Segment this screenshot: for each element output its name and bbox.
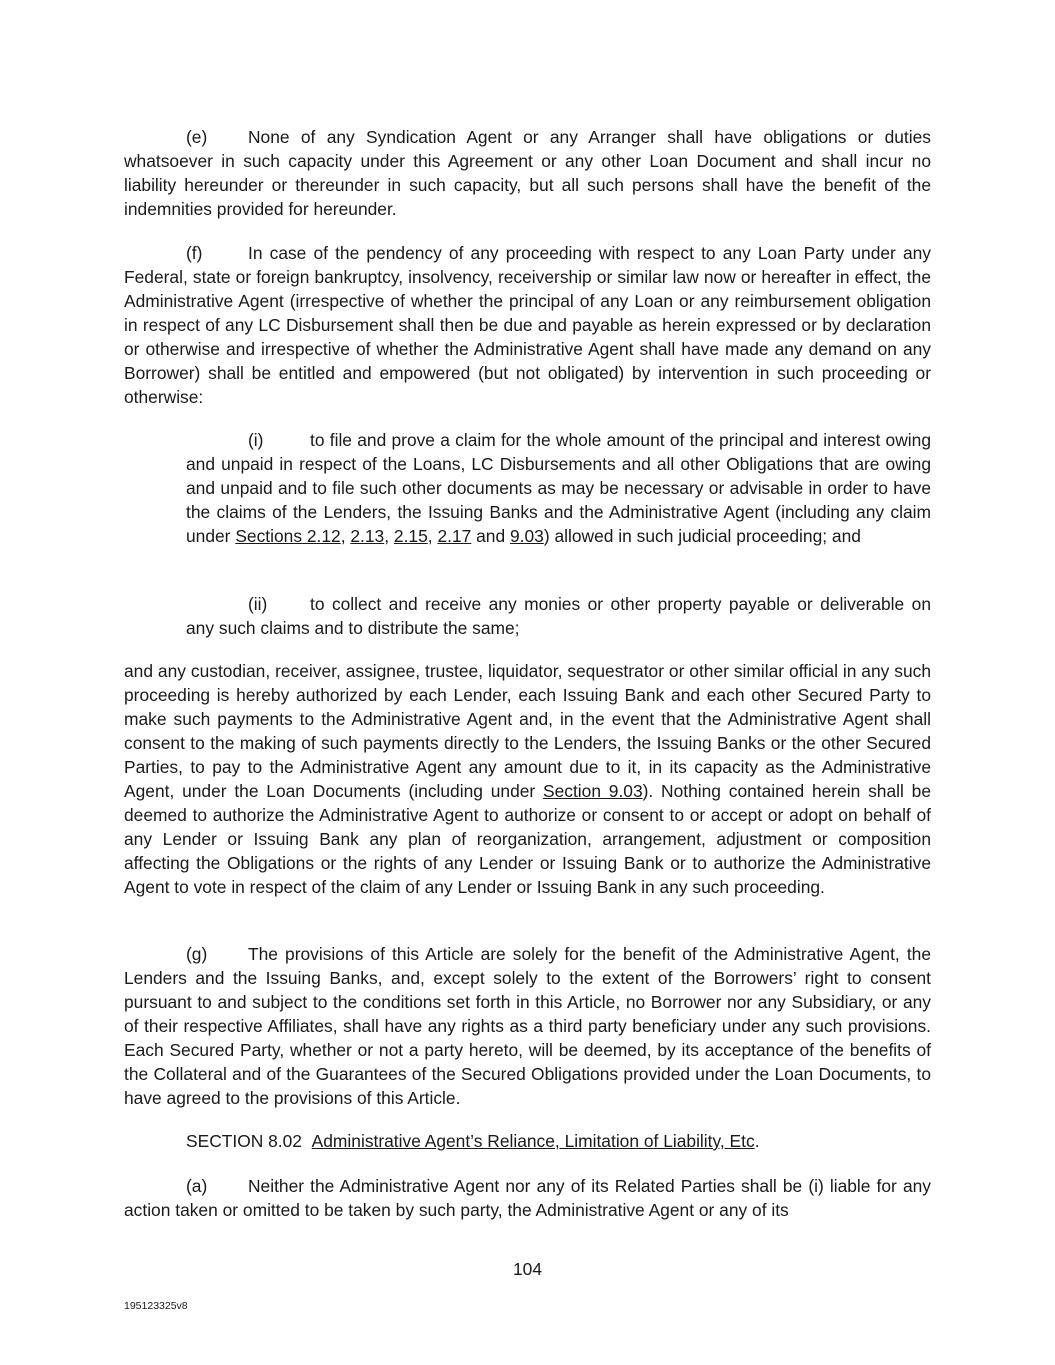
paragraph-f xyxy=(124,241,931,409)
section-heading xyxy=(186,1129,760,1153)
paragraph-text: to collect and receive any monies or other property payable or deliverable on any such claims and to distribute the same; xyxy=(186,594,931,638)
section-title-period: . xyxy=(754,1131,760,1151)
paragraph-text: and any custodian, receiver, assignee, trustee, liquidator, sequestrator or other similar official in any such proceeding is hereby authorized by each Lender, each Issuing Bank and each other Secured Party to make such payments to the Administrative Agent and, in the event that the Administrative Agent shall consent to the making of such payments directly to the Lenders, the Issuing Banks or the other Secured Parties, to pay to the Administrative Agent any amount due to it, in its capacity as the Administrative Agent, under the Loan Documents (including under xyxy=(124,661,931,801)
section-reference-link[interactable]: 9.03 xyxy=(509,526,544,546)
paragraph-text: ). Nothing contained herein shall be deemed to authorize the Administrative Agent to authorize or consent to or accept or adopt on behalf of any Lender or Issuing Bank any plan of reorganization, arrangement, adjustment or composition affecting the Obligations or the rights of any Lender or Issuing Bank or to authorize the Administrative Agent to vote in respect of the claim of any Lender or Issuing Bank in any such proceeding. xyxy=(124,781,931,897)
subparagraph-ii xyxy=(186,592,931,640)
paragraph-label: (ii) xyxy=(248,594,268,614)
separator: and xyxy=(471,526,510,546)
paragraph-text: In case of the pendency of any proceeding with respect to any Loan Party under any Federal, state or foreign bankruptcy, insolvency, receivership or similar law now or hereafter in effect, the Administrative Agent (irrespective of whether the principal of any Loan or any reimbursement obligation in respect of any LC Disbursement shall then be due and payable as herein expressed or by declaration or otherwise and irrespective of whether the Administrative Agent shall have made any demand on any Borrower) shall be entitled and empowered (but not obligated) by intervention in such proceeding or otherwise: xyxy=(124,243,931,407)
separator: , xyxy=(427,526,438,546)
paragraph-g xyxy=(124,942,931,1110)
section-reference-link[interactable]: Section 9.03 xyxy=(542,781,643,801)
paragraph-label: (f) xyxy=(186,243,203,263)
paragraph-text: ) allowed in such judicial proceeding; and xyxy=(543,526,861,546)
section-reference-link[interactable]: 2.17 xyxy=(437,526,472,546)
paragraph-text: None of any Syndication Agent or any Arranger shall have obligations or duties whatsoever in such capacity under this Agreement or any other Loan Document and shall incur no liability hereunder or thereunder in such capacity, but all such persons shall have the benefit of the indemnities provided for hereunder. xyxy=(124,127,931,219)
section-reference-link[interactable]: 2.15 xyxy=(393,526,428,546)
subparagraph-i xyxy=(186,428,931,548)
paragraph-text: to file and prove a claim for the whole amount of the principal and interest owing and unpaid in respect of the Loans, LC Disbursements and all other Obligations that are owing and unpaid and to file such other documents as may be necessary or advisable in order to have the claims of the Lenders, the Issuing Banks and the Administrative Agent (including any claim under xyxy=(186,430,931,546)
separator: , xyxy=(384,526,394,546)
paragraph-text: Neither the Administrative Agent nor any of its Related Parties shall be (i) liable for any action taken or omitted to be taken by such party, the Administrative Agent or any of its xyxy=(124,1176,931,1220)
separator: , xyxy=(340,526,351,546)
paragraph-a xyxy=(124,1174,931,1222)
page-number: 104 xyxy=(512,1259,542,1279)
section-title: Administrative Agent’s Reliance, Limitation of Liability, Etc xyxy=(311,1131,755,1151)
continuation-paragraph xyxy=(124,659,931,899)
paragraph-label: (a) xyxy=(186,1176,208,1196)
section-reference-link[interactable]: Sections 2.12 xyxy=(235,526,341,546)
paragraph-e xyxy=(124,125,931,221)
section-reference-link[interactable]: 2.13 xyxy=(350,526,385,546)
paragraph-label: (i) xyxy=(248,430,264,450)
paragraph-label: (g) xyxy=(186,944,208,964)
paragraph-label: (e) xyxy=(186,127,208,147)
paragraph-text: The provisions of this Article are solely for the benefit of the Administrative Agent, the Lenders and the Issuing Banks, and, except solely to the extent of the Borrowers’ right to consent pursuant to and subject to the conditions set forth in this Article, no Borrower nor any Subsidiary, or any of their respective Affiliates, shall have any rights as a third party beneficiary under any such provisions. Each Secured Party, whether or not a party hereto, will be deemed, by its acceptance of the benefits of the Collateral and of the Guarantees of the Secured Obligations provided under the Loan Documents, to have agreed to the provisions of this Article. xyxy=(124,944,931,1108)
section-number: SECTION 8.02 xyxy=(186,1131,302,1151)
document-id: 195123325v8 xyxy=(124,1300,188,1312)
